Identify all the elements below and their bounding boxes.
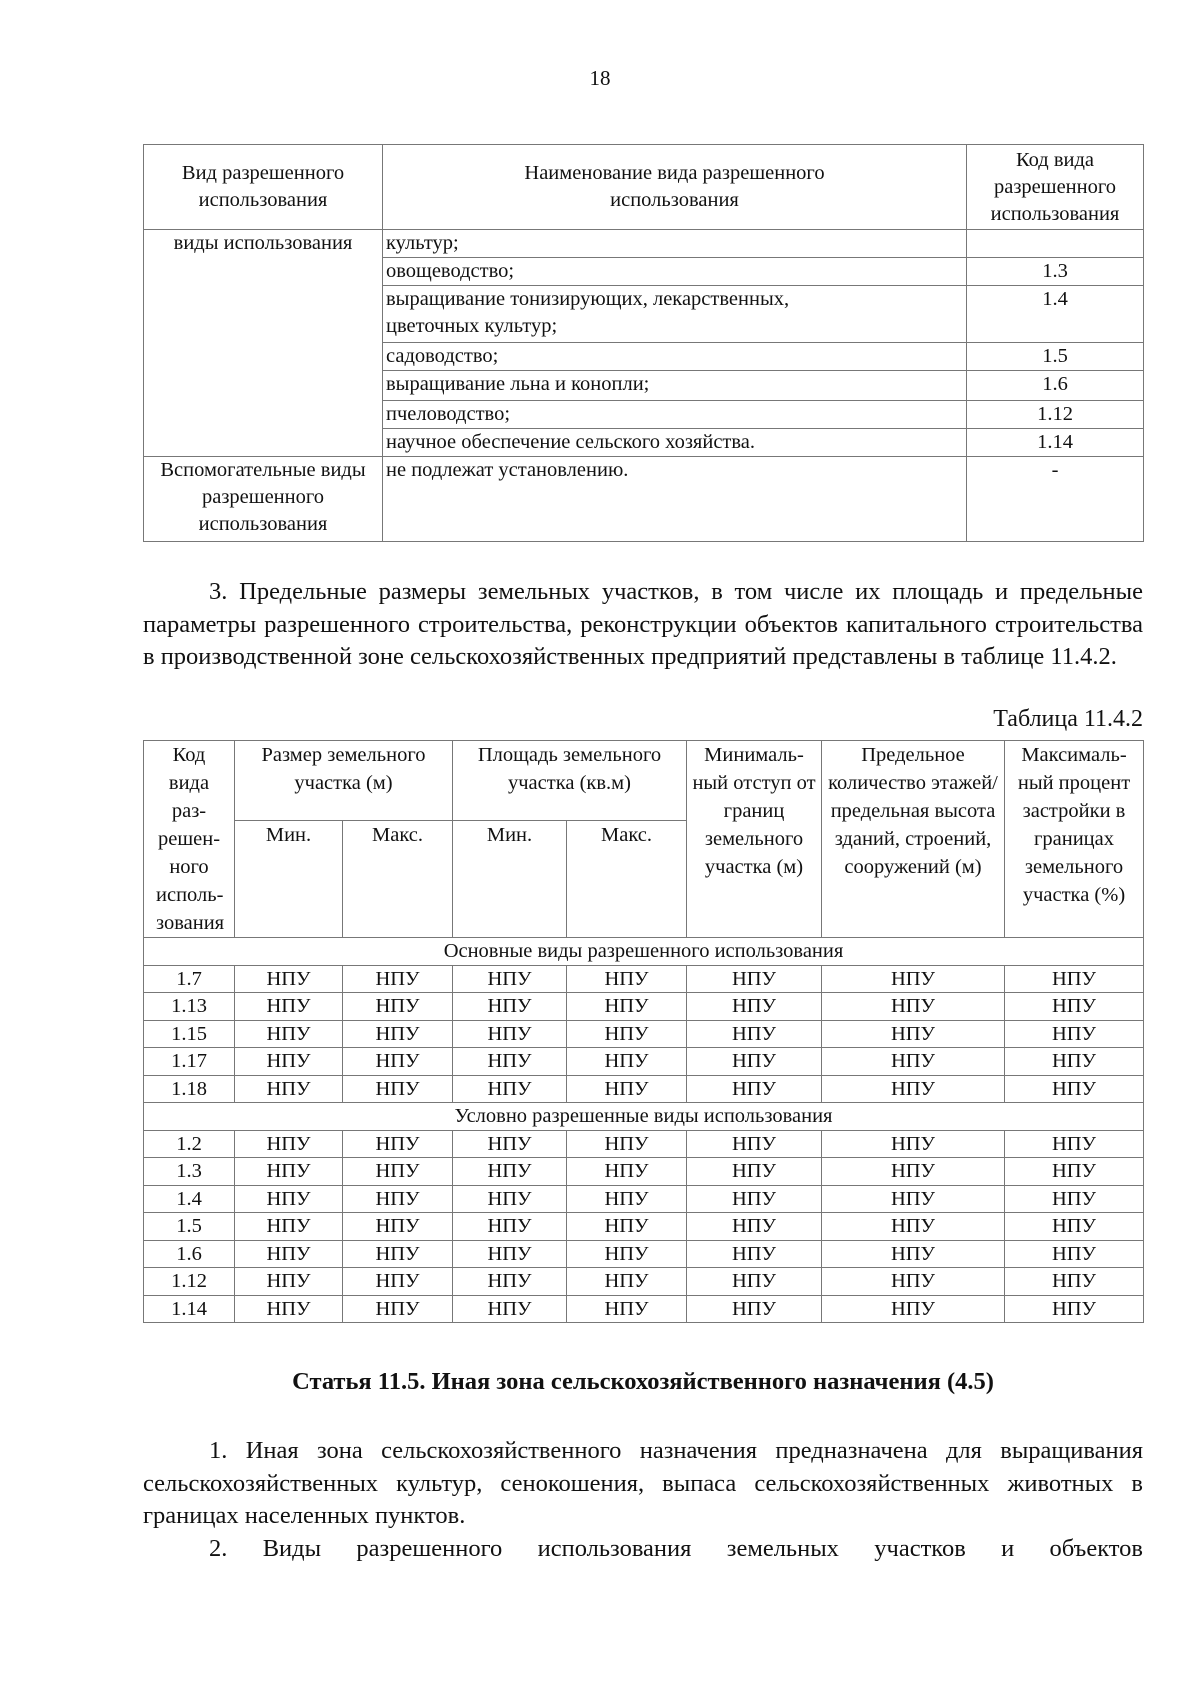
value-cell: НПУ bbox=[822, 1130, 1005, 1158]
value-cell: НПУ bbox=[235, 1268, 343, 1296]
value-cell: НПУ bbox=[567, 1268, 687, 1296]
header-cell: Вид разрешенного использования bbox=[144, 145, 383, 230]
table-row bbox=[144, 1240, 1144, 1268]
value-cell: НПУ bbox=[235, 1158, 343, 1186]
use-code-cell: 1.5 bbox=[967, 343, 1144, 371]
value-cell: НПУ bbox=[1005, 1130, 1144, 1158]
value-cell: НПУ bbox=[687, 1020, 822, 1048]
value-cell: НПУ bbox=[1005, 965, 1144, 993]
use-name-cell: научное обеспечение сельского хозяйства. bbox=[383, 429, 967, 457]
value-cell: НПУ bbox=[822, 1020, 1005, 1048]
use-type-cell: Вспомогательные виды разрешенного использования bbox=[144, 457, 383, 542]
use-name-cell: садоводство; bbox=[383, 343, 967, 371]
header-floors: Предельное количество этажей/ предельная высота зданий, строений, сооружений (м) bbox=[822, 741, 1005, 938]
code-cell: 1.4 bbox=[144, 1185, 235, 1213]
value-cell: НПУ bbox=[343, 1295, 453, 1323]
value-cell: НПУ bbox=[1005, 1185, 1144, 1213]
code-cell: 1.17 bbox=[144, 1048, 235, 1076]
use-name-cell: овощеводство; bbox=[383, 258, 967, 286]
value-cell: НПУ bbox=[822, 993, 1005, 1021]
table-row bbox=[144, 1075, 1144, 1103]
value-cell: НПУ bbox=[687, 1130, 822, 1158]
value-cell: НПУ bbox=[453, 1020, 567, 1048]
value-cell: НПУ bbox=[567, 1158, 687, 1186]
code-cell: 1.6 bbox=[144, 1240, 235, 1268]
table-row bbox=[144, 1130, 1144, 1158]
table-row bbox=[144, 230, 1144, 258]
value-cell: НПУ bbox=[822, 1185, 1005, 1213]
value-cell: НПУ bbox=[343, 1130, 453, 1158]
section-row bbox=[144, 938, 1144, 966]
paragraph-3: 3. Предельные размеры земельных участков, в том числе их площадь и предельные параметры разрешенного строительства, реконструкции объектов капитального строительства в производственной зоне сельскохозяйственных предприятий представлены в таблице 11.4.2. bbox=[143, 578, 1143, 670]
code-cell: 1.7 bbox=[144, 965, 235, 993]
value-cell: НПУ bbox=[567, 1075, 687, 1103]
value-cell: НПУ bbox=[822, 1240, 1005, 1268]
article-body bbox=[143, 1435, 1143, 1565]
value-cell: НПУ bbox=[343, 1185, 453, 1213]
header-code: Код вида раз-решен-ного исполь-зования bbox=[144, 741, 235, 938]
value-cell: НПУ bbox=[235, 1185, 343, 1213]
value-cell: НПУ bbox=[343, 1048, 453, 1076]
table-row bbox=[144, 1213, 1144, 1241]
code-cell: 1.5 bbox=[144, 1213, 235, 1241]
value-cell: НПУ bbox=[1005, 1268, 1144, 1296]
value-cell: НПУ bbox=[453, 1268, 567, 1296]
value-cell: НПУ bbox=[453, 1213, 567, 1241]
value-cell: НПУ bbox=[343, 1268, 453, 1296]
value-cell: НПУ bbox=[1005, 993, 1144, 1021]
value-cell: НПУ bbox=[1005, 1020, 1144, 1048]
table-row bbox=[144, 1295, 1144, 1323]
use-code-cell: 1.4 bbox=[967, 286, 1144, 343]
code-cell: 1.13 bbox=[144, 993, 235, 1021]
value-cell: НПУ bbox=[235, 1075, 343, 1103]
value-cell: НПУ bbox=[235, 993, 343, 1021]
value-cell: НПУ bbox=[567, 1020, 687, 1048]
value-cell: НПУ bbox=[687, 1158, 822, 1186]
header-size-max: Макс. bbox=[343, 821, 453, 938]
table-row bbox=[144, 1268, 1144, 1296]
header-area: Площадь земельного участка (кв.м) bbox=[453, 741, 687, 821]
use-code-cell: 1.3 bbox=[967, 258, 1144, 286]
value-cell: НПУ bbox=[567, 1048, 687, 1076]
header-setback: Минималь-ный отступ от границ земельного участка (м) bbox=[687, 741, 822, 938]
value-cell: НПУ bbox=[235, 965, 343, 993]
use-code-cell bbox=[967, 230, 1144, 258]
use-name-cell: пчеловодство; bbox=[383, 401, 967, 429]
value-cell: НПУ bbox=[822, 1295, 1005, 1323]
value-cell: НПУ bbox=[567, 965, 687, 993]
paragraph-2: 2. Виды разрешенного использования земельных участков и объектов bbox=[209, 1534, 1143, 1562]
table-row bbox=[144, 965, 1144, 993]
value-cell: НПУ bbox=[687, 965, 822, 993]
value-cell: НПУ bbox=[687, 1048, 822, 1076]
limits-table bbox=[143, 740, 1144, 1323]
value-cell: НПУ bbox=[687, 1185, 822, 1213]
value-cell: НПУ bbox=[1005, 1295, 1144, 1323]
value-cell: НПУ bbox=[687, 1240, 822, 1268]
table-row bbox=[144, 1158, 1144, 1186]
value-cell: НПУ bbox=[235, 1213, 343, 1241]
code-cell: 1.12 bbox=[144, 1268, 235, 1296]
value-cell: НПУ bbox=[235, 1295, 343, 1323]
code-cell: 1.14 bbox=[144, 1295, 235, 1323]
section-title: Условно разрешенные виды использования bbox=[144, 1103, 1144, 1131]
header-area-max: Макс. bbox=[567, 821, 687, 938]
header-area-min: Мин. bbox=[453, 821, 567, 938]
value-cell: НПУ bbox=[453, 1075, 567, 1103]
use-name-cell: культур; bbox=[383, 230, 967, 258]
use-code-cell: 1.14 bbox=[967, 429, 1144, 457]
value-cell: НПУ bbox=[567, 1295, 687, 1323]
value-cell: НПУ bbox=[687, 1268, 822, 1296]
value-cell: НПУ bbox=[1005, 1075, 1144, 1103]
use-name-cell: выращивание льна и конопли; bbox=[383, 371, 967, 401]
value-cell: НПУ bbox=[822, 1075, 1005, 1103]
value-cell: НПУ bbox=[453, 1295, 567, 1323]
permitted-use-table bbox=[143, 144, 1144, 542]
value-cell: НПУ bbox=[235, 1130, 343, 1158]
value-cell: НПУ bbox=[822, 1268, 1005, 1296]
value-cell: НПУ bbox=[453, 1240, 567, 1268]
use-name-cell: выращивание тонизирующих, лекарственных, цветочных культур; bbox=[383, 286, 967, 343]
paragraph-1: 1. Иная зона сельскохозяйственного назначения предназначена для выращивания сельскохозяйственных культур, сенокошения, выпаса сельскохозяйственных животных в границах населенных пунктов. bbox=[143, 1437, 1143, 1529]
table-caption: Таблица 11.4.2 bbox=[993, 706, 1143, 732]
value-cell: НПУ bbox=[822, 965, 1005, 993]
value-cell: НПУ bbox=[822, 1158, 1005, 1186]
value-cell: НПУ bbox=[453, 1130, 567, 1158]
value-cell: НПУ bbox=[1005, 1048, 1144, 1076]
header-percent: Максималь-ный процент застройки в границах земельного участка (%) bbox=[1005, 741, 1144, 938]
code-cell: 1.2 bbox=[144, 1130, 235, 1158]
value-cell: НПУ bbox=[343, 965, 453, 993]
value-cell: НПУ bbox=[453, 965, 567, 993]
value-cell: НПУ bbox=[1005, 1240, 1144, 1268]
code-cell: 1.15 bbox=[144, 1020, 235, 1048]
header-size: Размер земельного участка (м) bbox=[235, 741, 453, 821]
use-name-cell: не подлежат установлению. bbox=[383, 457, 967, 542]
table-row bbox=[144, 1048, 1144, 1076]
use-code-cell: 1.12 bbox=[967, 401, 1144, 429]
value-cell: НПУ bbox=[235, 1048, 343, 1076]
value-cell: НПУ bbox=[567, 1240, 687, 1268]
value-cell: НПУ bbox=[343, 1158, 453, 1186]
table-row bbox=[144, 457, 1144, 542]
value-cell: НПУ bbox=[822, 1213, 1005, 1241]
value-cell: НПУ bbox=[567, 1213, 687, 1241]
section-row bbox=[144, 1103, 1144, 1131]
header-cell: Код вида разрешенного использования bbox=[967, 145, 1144, 230]
value-cell: НПУ bbox=[687, 1075, 822, 1103]
page-number: 18 bbox=[589, 66, 611, 90]
value-cell: НПУ bbox=[343, 1020, 453, 1048]
value-cell: НПУ bbox=[453, 993, 567, 1021]
value-cell: НПУ bbox=[343, 1240, 453, 1268]
header-size-min: Мин. bbox=[235, 821, 343, 938]
value-cell: НПУ bbox=[567, 993, 687, 1021]
value-cell: НПУ bbox=[453, 1048, 567, 1076]
value-cell: НПУ bbox=[453, 1158, 567, 1186]
use-code-cell: - bbox=[967, 457, 1144, 542]
table-row bbox=[144, 1185, 1144, 1213]
value-cell: НПУ bbox=[822, 1048, 1005, 1076]
code-cell: 1.18 bbox=[144, 1075, 235, 1103]
value-cell: НПУ bbox=[343, 993, 453, 1021]
value-cell: НПУ bbox=[567, 1185, 687, 1213]
article-heading: Статья 11.5. Иная зона сельскохозяйственного назначения (4.5) bbox=[292, 1368, 994, 1395]
value-cell: НПУ bbox=[687, 1295, 822, 1323]
value-cell: НПУ bbox=[343, 1075, 453, 1103]
value-cell: НПУ bbox=[1005, 1158, 1144, 1186]
value-cell: НПУ bbox=[343, 1213, 453, 1241]
use-code-cell: 1.6 bbox=[967, 371, 1144, 401]
code-cell: 1.3 bbox=[144, 1158, 235, 1186]
header-cell: Наименование вида разрешенного использования bbox=[383, 145, 967, 230]
table-row bbox=[144, 993, 1144, 1021]
value-cell: НПУ bbox=[235, 1240, 343, 1268]
value-cell: НПУ bbox=[567, 1130, 687, 1158]
table-row bbox=[144, 1020, 1144, 1048]
section-title: Основные виды разрешенного использования bbox=[144, 938, 1144, 966]
value-cell: НПУ bbox=[453, 1185, 567, 1213]
value-cell: НПУ bbox=[687, 1213, 822, 1241]
value-cell: НПУ bbox=[235, 1020, 343, 1048]
value-cell: НПУ bbox=[1005, 1213, 1144, 1241]
use-type-cell: виды использования bbox=[144, 230, 383, 457]
value-cell: НПУ bbox=[687, 993, 822, 1021]
